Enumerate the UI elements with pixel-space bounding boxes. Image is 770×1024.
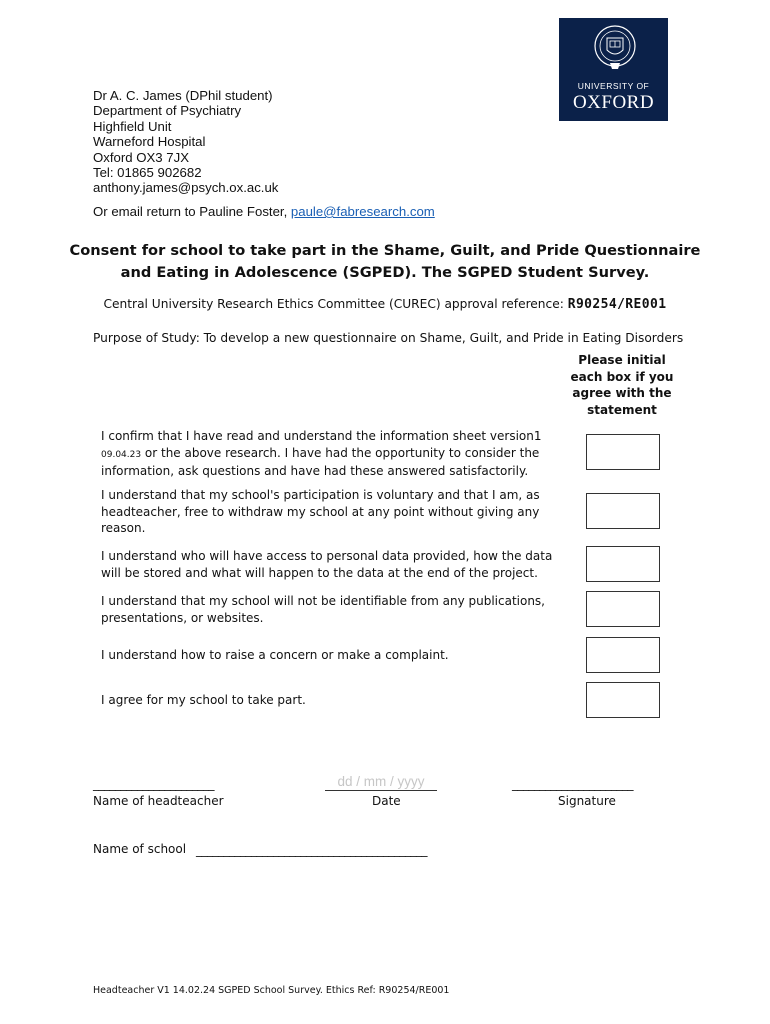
address-line: Dr A. C. James (DPhil student) <box>93 88 273 103</box>
page-footer: Headteacher V1 14.02.24 SGPED School Survey. Ethics Ref: R90254/RE001 <box>93 985 450 996</box>
address-line: Warneford Hospital <box>93 134 206 150</box>
purpose-of-study: Purpose of Study: To develop a new questionnaire on Shame, Guilt, and Pride in Eating Disorders <box>93 331 684 345</box>
logo-university-of: UNIVERSITY OF <box>577 81 650 91</box>
initial-box-1[interactable] <box>586 434 660 470</box>
oxford-logo <box>559 18 668 121</box>
date-label: Date <box>372 794 401 808</box>
initial-box-6[interactable] <box>586 682 660 718</box>
return-note-prefix: Or email return to Pauline Foster, <box>93 204 291 219</box>
return-note <box>93 204 435 219</box>
statement-6: I agree for my school to take part. <box>101 693 306 707</box>
headteacher-name-label: Name of headteacher <box>93 794 224 808</box>
curec-reference <box>60 297 710 312</box>
logo-oxford: OXFORD <box>572 92 655 113</box>
initial-box-2[interactable] <box>586 493 660 529</box>
return-email-link[interactable]: paule@fabresearch.com <box>290 204 435 219</box>
initial-column-header: Please initial each box if you agree with the statement <box>570 353 674 417</box>
school-name-line[interactable]: __________________________________________ <box>196 843 427 857</box>
statement-4: I understand that my school will not be identifiable from any publications, presentations, or websites. <box>101 594 545 625</box>
address-block <box>93 88 278 196</box>
address-line: anthony.james@psych.ox.ac.uk <box>93 180 279 196</box>
title-line-2: and Eating in Adolescence (SGPED). The SGPED Student Survey. <box>120 263 650 281</box>
statement-5: I understand how to raise a concern or make a complaint. <box>101 648 449 662</box>
address-line: Highfield Unit <box>93 118 172 134</box>
info-sheet-date: 09.04.23 <box>101 449 142 460</box>
address-line: Department of Psychiatry <box>93 103 242 119</box>
oxford-crest-icon <box>592 24 638 72</box>
initial-box-4[interactable] <box>586 591 660 627</box>
statement-1-part2: or the above research. I have had the opportunity to consider the information, ask questions and have had these answered satisfactorily. <box>101 445 540 478</box>
headteacher-name-line[interactable]: ______________________ <box>93 777 214 791</box>
signature-label: Signature <box>558 794 616 808</box>
statement-3: I understand who will have access to personal data provided, how the data will be stored and what will happen to the data at the end of the project. <box>101 549 553 580</box>
address-line: Oxford OX3 7JX <box>93 149 190 165</box>
signature-line[interactable]: ______________________ <box>512 777 633 791</box>
initial-box-3[interactable] <box>586 546 660 582</box>
title-line-1: Consent for school to take part in the Shame, Guilt, and Pride Questionnaire <box>69 242 701 259</box>
curec-text: Central University Research Ethics Committee (CUREC) approval reference: <box>103 297 568 311</box>
date-input[interactable] <box>325 772 437 791</box>
curec-ref: R90254/RE001 <box>567 297 667 312</box>
address-line: Tel: 01865 902682 <box>93 165 202 181</box>
school-name-label: Name of school <box>93 842 187 856</box>
statement-2: I understand that my school's participation is voluntary and that I am, as headteacher, free to withdraw my school at any point without giving any reason. <box>101 488 540 535</box>
initial-box-5[interactable] <box>586 637 660 673</box>
document-title <box>60 240 710 283</box>
statement-1 <box>101 428 563 480</box>
statement-1-part1: I confirm that I have read and understand the information sheet version1 <box>101 429 542 443</box>
